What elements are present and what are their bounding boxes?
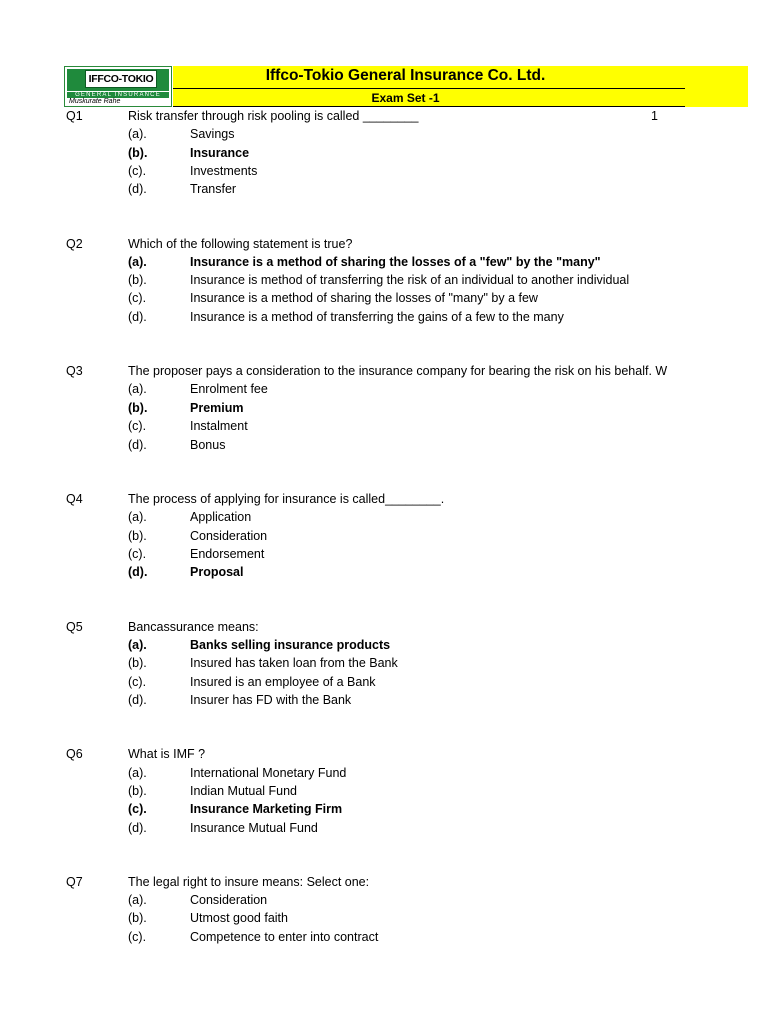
- question-number: Q2: [66, 237, 83, 251]
- option-text: Consideration: [190, 529, 268, 543]
- exam-set-label: Exam Set -1: [371, 91, 440, 105]
- question-number: Q1: [66, 109, 83, 123]
- option-text: Insured is an employee of a Bank: [190, 675, 376, 689]
- option-label: (d).: [128, 438, 147, 452]
- option-text-correct: Proposal: [190, 565, 244, 579]
- option-label: (a).: [128, 766, 147, 780]
- option-text: Utmost good faith: [190, 911, 288, 925]
- header-divider-bottom: [173, 106, 685, 107]
- option-label: (b).: [128, 273, 147, 287]
- logo-subtext: GENERAL INSURANCE: [75, 92, 161, 98]
- option-text: Bonus: [190, 438, 226, 452]
- question-number: Q5: [66, 620, 83, 634]
- question-number: Q3: [66, 364, 83, 378]
- option-label: (d).: [128, 310, 147, 324]
- option-label-correct: (b).: [128, 146, 148, 160]
- option-text: Savings: [190, 127, 235, 141]
- option-label: (b).: [128, 911, 147, 925]
- question-text: The proposer pays a consideration to the insurance company for bearing the risk on his behalf. W: [128, 364, 668, 378]
- option-text: Insurance is a method of transferring the gains of a few to the many: [190, 310, 564, 324]
- option-text-correct: Insurance: [190, 146, 250, 160]
- option-label-correct: (d).: [128, 565, 148, 579]
- option-label: (a).: [128, 382, 147, 396]
- option-label: (d).: [128, 693, 147, 707]
- option-text: Insurance Mutual Fund: [190, 821, 318, 835]
- option-text-correct: Premium: [190, 401, 244, 415]
- option-label-correct: (a).: [128, 638, 147, 652]
- option-label: (c).: [128, 164, 147, 178]
- option-label: (b).: [128, 529, 147, 543]
- option-label-correct: (b).: [128, 401, 148, 415]
- option-label: (c).: [128, 419, 147, 433]
- question-number: Q6: [66, 747, 83, 761]
- question-text: Bancassurance means:: [128, 620, 259, 634]
- option-label: (d).: [128, 182, 147, 196]
- option-text: Indian Mutual Fund: [190, 784, 298, 798]
- option-text-correct: Insurance is a method of sharing the losses of a "few" by the "many": [190, 255, 601, 269]
- option-text: Application: [190, 510, 252, 524]
- option-text: International Monetary Fund: [190, 766, 347, 780]
- logo-wordmark: IFFCO-TOKIO: [85, 70, 157, 88]
- option-text: Consideration: [190, 893, 268, 907]
- option-label: (b).: [128, 784, 147, 798]
- question-number: Q4: [66, 492, 83, 506]
- option-label: (c).: [128, 930, 147, 944]
- option-text: Instalment: [190, 419, 248, 433]
- option-label: (a).: [128, 893, 147, 907]
- option-label-correct: (c).: [128, 802, 147, 816]
- question-text: Which of the following statement is true?: [128, 237, 353, 251]
- page-number: 1: [651, 109, 658, 123]
- logo-tagline: Muskurate Rahe: [69, 98, 121, 105]
- option-text: Enrolment fee: [190, 382, 268, 396]
- option-label: (c).: [128, 547, 147, 561]
- option-label: (a).: [128, 127, 147, 141]
- header-divider: [173, 88, 685, 89]
- option-text: Transfer: [190, 182, 237, 196]
- option-text: Competence to enter into contract: [190, 930, 379, 944]
- question-text: What is IMF ?: [128, 747, 206, 761]
- question-text: The legal right to insure means: Select one:: [128, 875, 370, 889]
- option-label: (a).: [128, 510, 147, 524]
- option-text: Insurance is a method of sharing the losses of "many" by a few: [190, 291, 538, 305]
- option-label: (c).: [128, 291, 147, 305]
- company-logo: [64, 66, 172, 107]
- option-text-correct: Banks selling insurance products: [190, 638, 391, 652]
- option-label: (c).: [128, 675, 147, 689]
- option-text: Endorsement: [190, 547, 265, 561]
- question-number: Q7: [66, 875, 83, 889]
- option-text: Investments: [190, 164, 258, 178]
- option-text-correct: Insurance Marketing Firm: [190, 802, 343, 816]
- page-title: Iffco-Tokio General Insurance Co. Ltd.: [265, 67, 546, 84]
- question-text: The process of applying for insurance is called________.: [128, 492, 445, 506]
- option-text: Insurance is method of transferring the risk of an individual to another individual: [190, 273, 630, 287]
- question-text: Risk transfer through risk pooling is called ________: [128, 109, 419, 123]
- option-text: Insurer has FD with the Bank: [190, 693, 352, 707]
- option-label: (b).: [128, 656, 147, 670]
- option-text: Insured has taken loan from the Bank: [190, 656, 398, 670]
- option-label-correct: (a).: [128, 255, 147, 269]
- option-label: (d).: [128, 821, 147, 835]
